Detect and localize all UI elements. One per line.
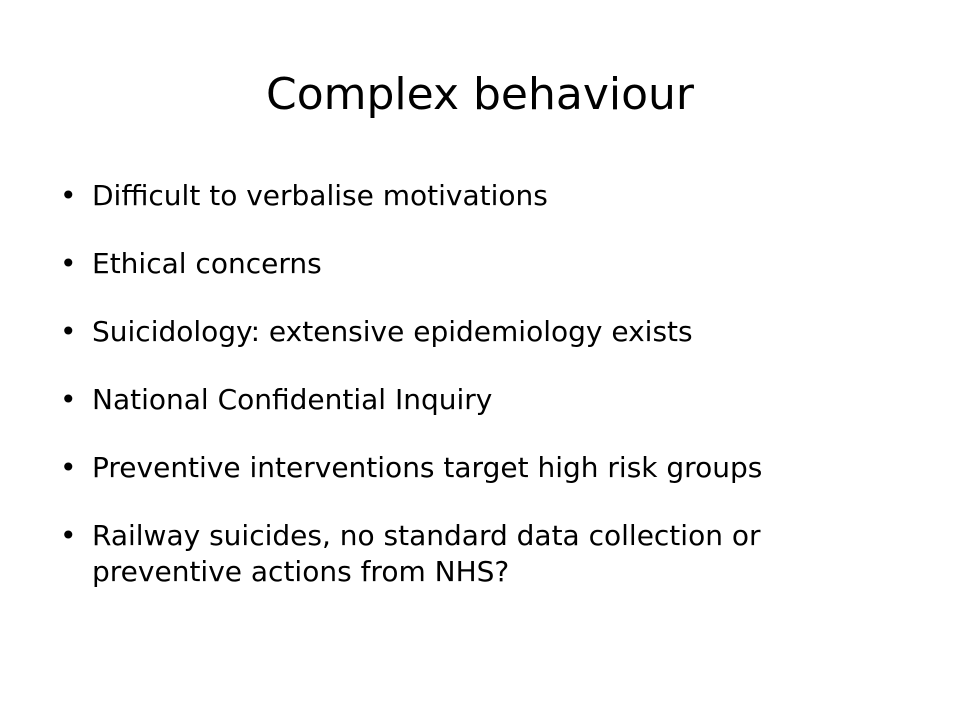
bullet-icon: • [60,247,77,280]
bullet-icon: • [60,519,77,552]
bullet-item-difficult-to-verbalise [60,178,890,214]
bullet-icon: • [60,451,77,484]
bullet-list [60,178,890,622]
bullet-text: Ethical concerns [92,247,322,280]
bullet-item-national-confidential-inquiry [60,382,890,418]
bullet-text: Difficult to verbalise motivations [92,179,548,212]
bullet-icon: • [60,383,77,416]
bullet-item-ethical-concerns [60,246,890,282]
bullet-icon: • [60,315,77,348]
bullet-text: Preventive interventions target high risk groups [92,451,763,484]
bullet-icon: • [60,179,77,212]
bullet-text: Railway suicides, no standard data collection or preventive actions from NHS? [92,519,761,588]
bullet-text: National Confidential Inquiry [92,383,493,416]
bullet-item-railway-suicides [60,518,890,590]
slide-title: Complex behaviour [266,69,694,120]
bullet-item-preventive-interventions [60,450,890,486]
bullet-item-suicidology [60,314,890,350]
bullet-text: Suicidology: extensive epidemiology exists [92,315,693,348]
